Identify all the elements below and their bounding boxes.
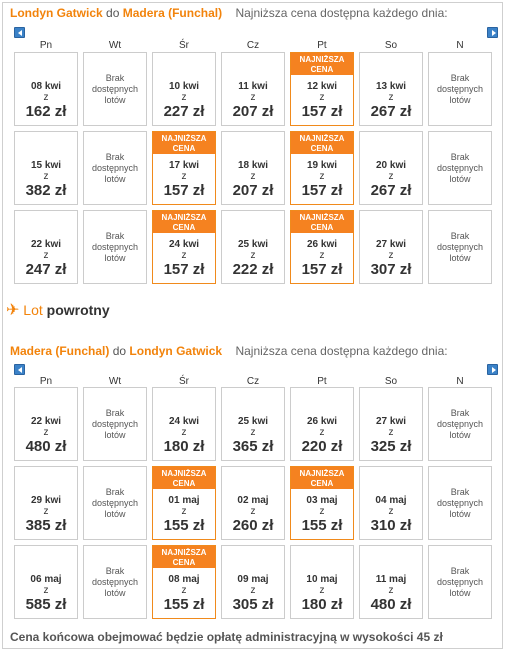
fare-from-label: z: [319, 585, 325, 596]
fare-date: 25 kwi: [237, 416, 269, 427]
fare-date: 08 maj: [168, 574, 200, 585]
fare-cell[interactable]: [359, 466, 423, 540]
no-flights-cell: [83, 545, 147, 619]
fare-price: 480 zł: [370, 596, 412, 613]
outbound-destination: Madera (Funchal): [122, 6, 223, 20]
outbound-connector: do: [106, 6, 120, 20]
fare-price: 382 zł: [25, 182, 67, 199]
fare-date: 22 kwi: [30, 239, 62, 250]
fare-price: 365 zł: [232, 438, 274, 455]
fare-from-label: z: [43, 250, 49, 261]
lowest-price-badge: NAJNIŻSZA CENA: [291, 132, 353, 154]
fare-price: 157 zł: [163, 261, 205, 278]
fare-date: 02 maj: [237, 495, 269, 506]
fare-price: 157 zł: [301, 261, 343, 278]
day-label: Cz: [246, 40, 260, 51]
fare-from-label: z: [319, 506, 325, 517]
day-label: N: [456, 376, 464, 387]
fare-cell[interactable]: [359, 52, 423, 126]
no-flights-cell: [83, 131, 147, 205]
fare-from-label: z: [388, 171, 394, 182]
fare-cell[interactable]: [290, 131, 354, 205]
fee-notice: Cena końcowa obejmować będzie opłatę administracyjną w wysokości 45 zł: [10, 630, 443, 644]
fare-from-label: z: [319, 250, 325, 261]
fare-cell[interactable]: [359, 545, 423, 619]
inbound-destination: Londyn Gatwick: [129, 344, 223, 358]
fare-cell[interactable]: [14, 466, 78, 540]
day-label: Pt: [317, 40, 327, 51]
fare-date: 29 kwi: [30, 495, 62, 506]
lowest-price-badge: NAJNIŻSZA CENA: [291, 53, 353, 75]
fare-date: 13 kwi: [375, 81, 407, 92]
fare-cell[interactable]: [14, 210, 78, 284]
lowest-price-badge: NAJNIŻSZA CENA: [291, 467, 353, 489]
fare-date: 22 kwi: [30, 416, 62, 427]
return-link-lot: Lot: [23, 302, 43, 318]
fare-price: 157 zł: [163, 182, 205, 199]
day-label: N: [456, 40, 464, 51]
fare-cell[interactable]: [152, 545, 216, 619]
fare-price: 180 zł: [163, 438, 205, 455]
fare-price: 307 zł: [370, 261, 412, 278]
fare-cell[interactable]: [221, 210, 285, 284]
fare-cell[interactable]: [152, 210, 216, 284]
fare-date: 11 maj: [375, 574, 407, 585]
outbound-origin: Londyn Gatwick: [10, 6, 103, 20]
fare-date: 25 kwi: [237, 239, 269, 250]
lowest-price-badge: NAJNIŻSZA CENA: [291, 211, 353, 233]
fare-from-label: z: [319, 427, 325, 438]
fare-cell[interactable]: [14, 131, 78, 205]
fare-from-label: z: [43, 506, 49, 517]
no-flights-label: Brak dostępnych lotów: [91, 152, 139, 184]
fare-cell[interactable]: [290, 545, 354, 619]
no-flights-cell: [428, 466, 492, 540]
inbound-origin: Madera (Funchal): [10, 344, 110, 358]
fare-from-label: z: [388, 250, 394, 261]
fare-from-label: z: [181, 171, 187, 182]
fare-from-label: z: [43, 585, 49, 596]
no-flights-label: Brak dostępnych lotów: [91, 73, 139, 105]
fare-from-label: z: [250, 585, 256, 596]
fare-cell[interactable]: [152, 466, 216, 540]
day-label: Cz: [246, 376, 260, 387]
fare-from-label: z: [181, 585, 187, 596]
plane-icon: ✈: [6, 302, 20, 319]
fare-date: 08 kwi: [30, 81, 62, 92]
lowest-price-badge: NAJNIŻSZA CENA: [153, 467, 215, 489]
outbound-note: Najniższa cena dostępna każdego dnia:: [235, 6, 448, 20]
fare-date: 19 kwi: [306, 160, 338, 171]
fare-price: 260 zł: [232, 517, 274, 534]
fare-price: 155 zł: [163, 517, 205, 534]
fare-from-label: z: [250, 171, 256, 182]
fare-price: 480 zł: [25, 438, 67, 455]
no-flights-label: Brak dostępnych lotów: [436, 152, 484, 184]
lowest-price-badge: NAJNIŻSZA CENA: [153, 211, 215, 233]
fare-from-label: z: [388, 427, 394, 438]
day-label: Pn: [39, 40, 53, 51]
no-flights-label: Brak dostępnych lotów: [436, 73, 484, 105]
fare-price: 267 zł: [370, 182, 412, 199]
arrow-left-icon[interactable]: [14, 364, 25, 375]
fare-date: 26 kwi: [306, 239, 338, 250]
fare-cell[interactable]: [221, 52, 285, 126]
fare-date: 24 kwi: [168, 239, 200, 250]
no-flights-cell: [83, 52, 147, 126]
fare-date: 27 kwi: [375, 416, 407, 427]
fare-cell[interactable]: [221, 545, 285, 619]
no-flights-label: Brak dostępnych lotów: [436, 487, 484, 519]
return-link-label: powrotny: [46, 302, 110, 318]
fare-price: 305 zł: [232, 596, 274, 613]
fare-date: 01 maj: [168, 495, 200, 506]
fare-from-label: z: [319, 171, 325, 182]
fare-cell[interactable]: [152, 131, 216, 205]
fare-date: 20 kwi: [375, 160, 407, 171]
fare-cell[interactable]: [290, 466, 354, 540]
day-label: So: [384, 376, 398, 387]
fare-price: 385 zł: [25, 517, 67, 534]
fare-price: 157 zł: [301, 103, 343, 120]
day-label: Śr: [179, 40, 189, 51]
no-flights-cell: [83, 466, 147, 540]
fare-cell[interactable]: [290, 210, 354, 284]
no-flights-label: Brak dostępnych lotów: [436, 231, 484, 263]
fare-price: 207 zł: [232, 182, 274, 199]
no-flights-cell: [428, 131, 492, 205]
fare-price: 220 zł: [301, 438, 343, 455]
no-flights-label: Brak dostępnych lotów: [436, 408, 484, 440]
day-label: So: [384, 40, 398, 51]
fare-from-label: z: [43, 171, 49, 182]
fare-date: 09 maj: [237, 574, 269, 585]
fare-price: 180 zł: [301, 596, 343, 613]
inbound-header: [10, 344, 448, 358]
fare-date: 10 kwi: [168, 81, 200, 92]
fare-cell[interactable]: [14, 545, 78, 619]
fare-date: 26 kwi: [306, 416, 338, 427]
fare-from-label: z: [181, 506, 187, 517]
fare-price: 222 zł: [232, 261, 274, 278]
no-flights-label: Brak dostępnych lotów: [91, 566, 139, 598]
fare-date: 27 kwi: [375, 239, 407, 250]
fare-price: 155 zł: [163, 596, 205, 613]
fare-date: 12 kwi: [306, 81, 338, 92]
fare-price: 157 zł: [301, 182, 343, 199]
lowest-price-badge: NAJNIŻSZA CENA: [153, 132, 215, 154]
no-flights-cell: [428, 210, 492, 284]
fare-from-label: z: [181, 250, 187, 261]
fare-price: 325 zł: [370, 438, 412, 455]
fare-date: 04 maj: [375, 495, 407, 506]
fare-from-label: z: [181, 92, 187, 103]
no-flights-cell: [428, 387, 492, 461]
fare-date: 11 kwi: [238, 81, 268, 92]
return-flight-link[interactable]: [6, 300, 110, 320]
fare-date: 15 kwi: [30, 160, 62, 171]
fare-cell[interactable]: [14, 52, 78, 126]
fare-price: 310 zł: [370, 517, 412, 534]
fare-cell[interactable]: [152, 387, 216, 461]
fare-cell[interactable]: [221, 131, 285, 205]
fare-cell[interactable]: [152, 52, 216, 126]
fare-cell[interactable]: [221, 387, 285, 461]
fare-from-label: z: [43, 427, 49, 438]
fare-cell[interactable]: [221, 466, 285, 540]
fare-from-label: z: [181, 427, 187, 438]
fare-date: 24 kwi: [168, 416, 200, 427]
fare-from-label: z: [388, 92, 394, 103]
day-label: Wt: [108, 376, 122, 387]
inbound-connector: do: [112, 344, 127, 358]
fare-price: 585 zł: [25, 596, 67, 613]
fare-cell[interactable]: [290, 52, 354, 126]
no-flights-cell: [428, 545, 492, 619]
fare-from-label: z: [388, 506, 394, 517]
no-flights-cell: [428, 52, 492, 126]
arrow-right-icon[interactable]: [487, 364, 498, 375]
fare-cell[interactable]: [359, 210, 423, 284]
fare-date: 03 maj: [306, 495, 338, 506]
fare-price: 267 zł: [370, 103, 412, 120]
fare-from-label: z: [388, 585, 394, 596]
arrow-right-icon[interactable]: [487, 27, 498, 38]
arrow-left-icon[interactable]: [14, 27, 25, 38]
fare-price: 227 zł: [163, 103, 205, 120]
day-label: Wt: [108, 40, 122, 51]
fare-cell[interactable]: [359, 387, 423, 461]
no-flights-label: Brak dostępnych lotów: [436, 566, 484, 598]
fare-date: 10 maj: [306, 574, 338, 585]
fare-date: 06 maj: [30, 574, 62, 585]
day-label: Pn: [39, 376, 53, 387]
no-flights-label: Brak dostępnych lotów: [91, 408, 139, 440]
no-flights-cell: [83, 387, 147, 461]
fare-price: 247 zł: [25, 261, 67, 278]
day-label: Śr: [179, 376, 189, 387]
fare-date: 17 kwi: [168, 160, 200, 171]
day-label: Pt: [317, 376, 327, 387]
no-flights-label: Brak dostępnych lotów: [91, 231, 139, 263]
fare-cell[interactable]: [359, 131, 423, 205]
fare-from-label: z: [250, 427, 256, 438]
inbound-note: Najniższa cena dostępna każdego dnia:: [235, 344, 448, 358]
lowest-price-badge: NAJNIŻSZA CENA: [153, 546, 215, 568]
fare-price: 155 zł: [301, 517, 343, 534]
fare-price: 207 zł: [232, 103, 274, 120]
fare-price: 162 zł: [25, 103, 67, 120]
fare-from-label: z: [43, 92, 49, 103]
fare-cell[interactable]: [290, 387, 354, 461]
fare-cell[interactable]: [14, 387, 78, 461]
fare-date: 18 kwi: [237, 160, 269, 171]
no-flights-label: Brak dostępnych lotów: [91, 487, 139, 519]
outbound-header: [10, 6, 448, 20]
fare-from-label: z: [250, 506, 256, 517]
fare-from-label: z: [250, 250, 256, 261]
no-flights-cell: [83, 210, 147, 284]
fare-from-label: z: [250, 92, 256, 103]
fare-from-label: z: [319, 92, 325, 103]
